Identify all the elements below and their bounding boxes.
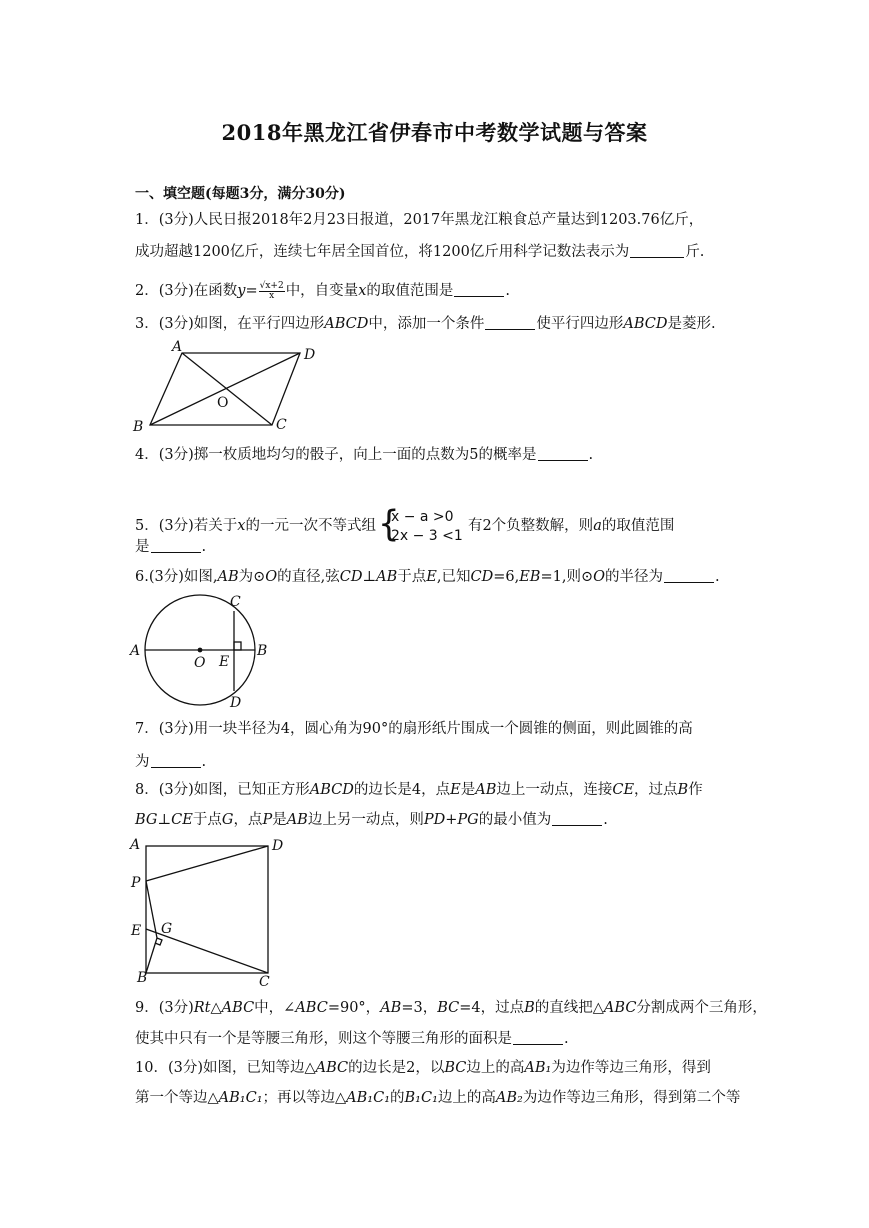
label-p: P — [131, 875, 141, 891]
q8-ce-2: CE — [171, 812, 193, 828]
q3-text-d: 是菱形. — [667, 316, 716, 332]
q6-text-e: 于点 — [397, 569, 427, 585]
label-c: C — [259, 974, 270, 989]
q8-text-g: 作 — [688, 782, 703, 798]
section-heading: 一、填空题(每题3分，满分30分) — [135, 186, 346, 202]
q8-text-f: ，过点 — [634, 782, 678, 798]
q5-text-b: 的一元一次不等式组 — [245, 518, 376, 534]
q6-text-h: =1,则⊙ — [540, 569, 594, 585]
q9-abc: ABC — [221, 1000, 255, 1016]
q5-var-a: a — [593, 518, 602, 534]
q6-line — [135, 567, 720, 587]
answer-blank — [538, 446, 588, 461]
q5-var: x — [237, 518, 246, 534]
label-d: D — [304, 347, 316, 363]
q10-text: 10．(3分)如图，已知等边△ — [135, 1060, 316, 1076]
q8-abcd: ABCD — [309, 782, 354, 798]
q7-line2 — [135, 752, 206, 772]
q9-text-d: =90°， — [327, 1000, 381, 1016]
q9-line2 — [135, 1029, 569, 1049]
label-e: E — [131, 923, 142, 939]
q9-line1 — [135, 998, 767, 1018]
square-figure — [128, 834, 283, 989]
q8-text-b: 的边长是4，点 — [353, 782, 451, 798]
label-c: C — [230, 594, 241, 610]
fraction-denominator: x — [269, 290, 275, 301]
q5-text-c: 有2个负整数解，则 — [467, 518, 594, 534]
parallelogram-figure — [128, 336, 328, 436]
label-g: G — [161, 921, 173, 937]
q5-text: 5．(3分)若关于 — [135, 518, 238, 534]
q10-line1 — [135, 1058, 711, 1078]
label-a: A — [130, 837, 141, 853]
answer-blank — [552, 811, 602, 826]
q4-line — [135, 445, 593, 465]
q9-abc-3: ABC — [603, 1000, 637, 1016]
q8-text-k: 边上另一动点，则 — [307, 812, 424, 828]
answer-blank — [630, 243, 684, 258]
q2-end: . — [505, 283, 510, 299]
label-o: O — [194, 655, 206, 671]
inequality-system — [377, 503, 466, 546]
label-c: C — [276, 417, 287, 433]
q8-e: E — [450, 782, 461, 798]
brace-icon: { — [377, 503, 400, 545]
circle-figure — [126, 589, 276, 711]
q8-b: B — [677, 782, 689, 798]
q3-abcd: ABCD — [324, 316, 369, 332]
label-b: B — [133, 419, 144, 435]
q8-p: P — [262, 812, 273, 828]
q8-line2 — [135, 810, 608, 830]
q3-abcd-2: ABCD — [623, 316, 668, 332]
q6-text-f: ,已知 — [436, 569, 471, 585]
inequality-2: 2x − 3 <1 — [390, 528, 463, 544]
q10-line2 — [135, 1088, 740, 1108]
label-b: B — [257, 643, 268, 659]
q8-perp: ⊥ — [157, 812, 172, 828]
answer-blank — [151, 753, 201, 768]
q8-ab-2: AB — [286, 812, 308, 828]
q9-end: . — [564, 1031, 569, 1047]
q1-line2 — [135, 242, 704, 262]
q3-line — [135, 314, 716, 334]
q10-text-g: 的 — [390, 1090, 405, 1106]
q3-text-c: 使平行四边形 — [536, 316, 624, 332]
q7-end: . — [201, 754, 207, 770]
q9-text-g: 的直线把△ — [534, 1000, 604, 1016]
q10-ab1: AB₁ — [524, 1060, 552, 1076]
q8-expr: PD+PG — [423, 812, 479, 828]
q9-rt: Rt — [193, 1000, 211, 1016]
q6-ab: AB — [217, 569, 239, 585]
q1-unit: 斤. — [685, 244, 705, 260]
q10-t2: AB₁C₁ — [346, 1090, 391, 1106]
q6-cd: CD — [339, 569, 363, 585]
q9-text: 9．(3分) — [135, 1000, 194, 1016]
answer-blank — [151, 538, 201, 553]
q8-text-h: 于点 — [192, 812, 222, 828]
answer-blank — [513, 1030, 563, 1045]
q9-text-c: 中，∠ — [254, 1000, 296, 1016]
q6-text: 6.(3分)如图, — [135, 569, 218, 585]
q9-ab: AB — [380, 1000, 402, 1016]
q5-text-e: 是 — [135, 539, 150, 555]
q8-text-c: 是 — [460, 782, 476, 798]
q9-triangle: △ — [210, 1000, 222, 1016]
q8-text: 8．(3分)如图，已知正方形 — [135, 782, 310, 798]
q6-e: E — [426, 569, 437, 585]
q2-y: y= — [237, 283, 258, 299]
q9-abc-2: ABC — [295, 1000, 328, 1016]
q2-line — [135, 281, 510, 301]
q6-text-b: 为⊙ — [238, 569, 266, 585]
label-a: A — [130, 643, 141, 659]
label-a: A — [172, 339, 183, 355]
label-d: D — [272, 838, 283, 854]
q8-text-i: ，点 — [233, 812, 263, 828]
label-o: O — [217, 395, 229, 411]
label-d: D — [230, 695, 242, 711]
q6-eb: EB — [519, 569, 541, 585]
q10-text-i: 为边作等边三角形，得到第二个等 — [522, 1090, 741, 1106]
q8-g: G — [221, 812, 234, 828]
q10-bc: BC — [444, 1060, 467, 1076]
q8-text-l: 的最小值为 — [478, 812, 552, 828]
q10-ab2: AB₂ — [495, 1090, 523, 1106]
inequality-1: x − a >0 — [390, 509, 454, 525]
q9-b: B — [524, 1000, 535, 1016]
q4-end: . — [588, 447, 594, 463]
q5-end: . — [201, 539, 207, 555]
q3-text: 3．(3分)如图，在平行四边形 — [135, 316, 325, 332]
q8-line1 — [135, 780, 703, 800]
answer-blank — [454, 282, 504, 297]
q6-cd-2: CD — [470, 569, 494, 585]
q8-bg: BG — [135, 812, 158, 828]
q10-text-b: 的边长是2，以 — [348, 1060, 445, 1076]
answer-blank — [664, 568, 714, 583]
page-title: 2018年黑龙江省伊春市中考数学试题与答案 — [221, 120, 648, 145]
q9-text-i: 使其中只有一个是等腰三角形，则这个等腰三角形的面积是 — [135, 1031, 512, 1047]
q6-o: O — [265, 569, 278, 585]
q10-text-c: 边上的高 — [466, 1060, 525, 1076]
fraction-numerator: √x+2 — [259, 280, 284, 291]
q10-b1c1: B₁C₁ — [404, 1090, 438, 1106]
q1-text: 成功超越1200亿斤，连续七年居全国首位，将1200亿斤用科学记数法表示为 — [135, 244, 630, 260]
q8-text-j: 是 — [272, 812, 287, 828]
q3-text-b: 中，添加一个条件 — [368, 316, 485, 332]
answer-blank — [485, 315, 535, 330]
fraction — [259, 282, 285, 301]
q4-text: 4．(3分)掷一枚质地均匀的骰子，向上一面的点数为5的概率是 — [135, 447, 537, 463]
q6-o-2: O — [593, 569, 605, 585]
q9-text-f: =4，过点 — [459, 1000, 525, 1016]
q5-text-d: 的取值范围 — [601, 518, 675, 534]
q6-ab-2: AB — [376, 569, 398, 585]
label-e: E — [219, 654, 230, 670]
label-b: B — [137, 970, 148, 986]
q10-abc: ABC — [315, 1060, 349, 1076]
q2-text-b: 中，自变量 — [285, 283, 359, 299]
q6-text-i: 的半径为 — [605, 569, 663, 585]
q10-text-e: 第一个等边△ — [135, 1090, 219, 1106]
q10-text-h: 边上的高 — [437, 1090, 496, 1106]
q2-text-c: 的取值范围是 — [366, 283, 454, 299]
q6-text-c: 的直径,弦 — [277, 569, 340, 585]
q7-text: 为 — [135, 754, 150, 770]
q9-text-h: 分割成两个三角形， — [636, 1000, 767, 1016]
q6-text-g: =6, — [493, 569, 520, 585]
q8-ce: CE — [612, 782, 635, 798]
q6-perp: ⊥ — [362, 569, 377, 585]
q10-t1: AB₁C₁ — [218, 1090, 263, 1106]
q8-ab: AB — [475, 782, 497, 798]
q8-text-d: 边上一动点，连接 — [496, 782, 613, 798]
q1-line1: 1．(3分)人民日报2018年2月23日报道，2017年黑龙江粮食总产量达到1203.76亿斤， — [135, 212, 704, 228]
q6-end: . — [715, 569, 720, 585]
q2-text: 2．(3分)在函数 — [135, 283, 238, 299]
q8-end: . — [603, 812, 608, 828]
q5-line2 — [135, 537, 206, 557]
q10-text-d: 为边作等边三角形，得到 — [551, 1060, 711, 1076]
q5-line1 — [135, 503, 675, 546]
q2-var: x — [358, 283, 367, 299]
q7-line1: 7．(3分)用一块半径为4，圆心角为90°的扇形纸片围成一个圆锥的侧面，则此圆锥的高 — [135, 721, 693, 737]
q9-bc: BC — [437, 1000, 460, 1016]
q9-text-e: =3， — [401, 1000, 438, 1016]
q10-text-f: ；再以等边△ — [262, 1090, 347, 1106]
